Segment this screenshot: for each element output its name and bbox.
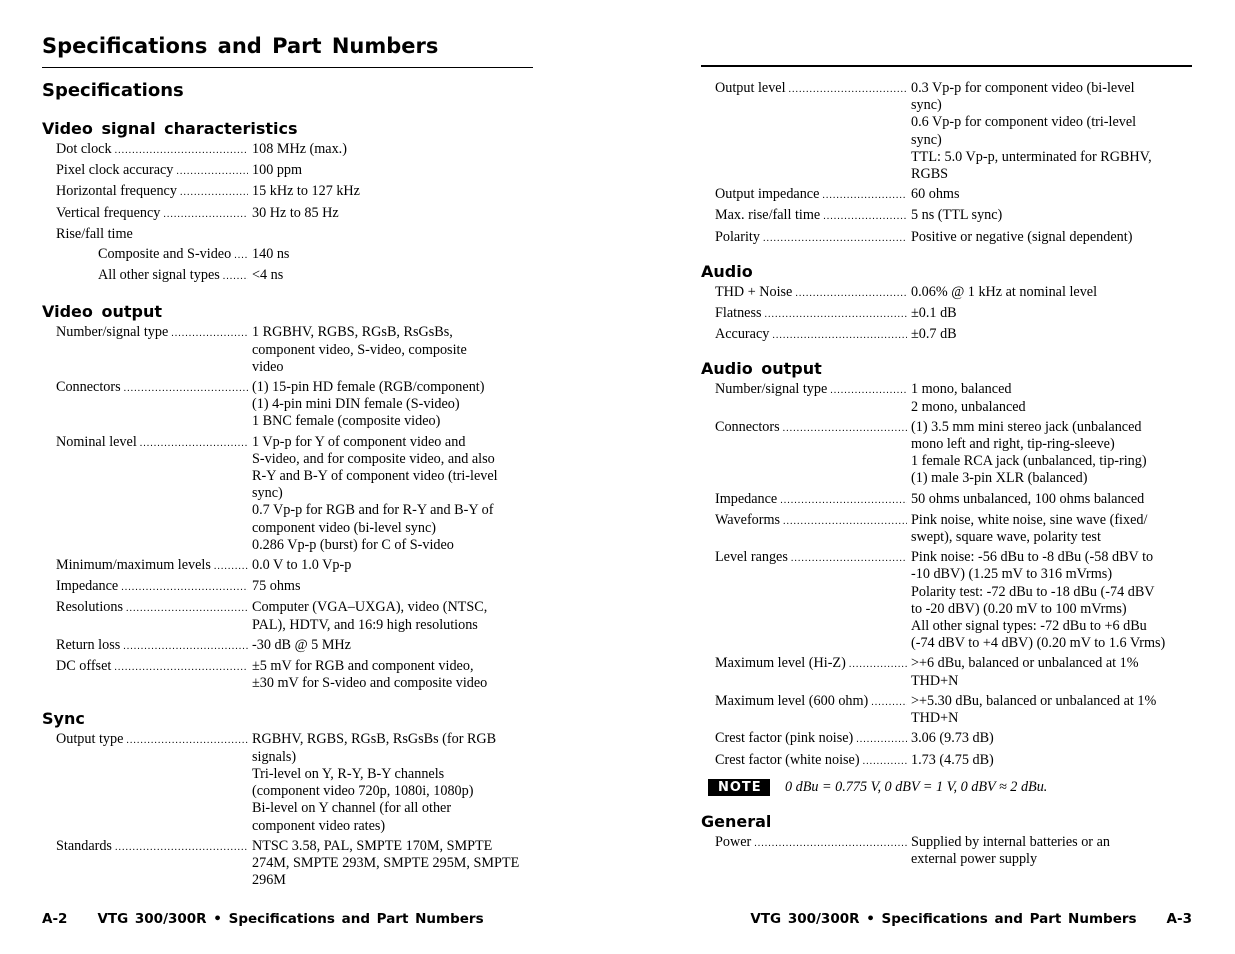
spec-label: Flatness — [715, 305, 762, 322]
footer-left — [42, 911, 484, 927]
footer-right — [750, 911, 1192, 927]
spec-row — [42, 637, 537, 655]
spec-key-cell — [42, 658, 252, 692]
spec-label: Horizontal frequency — [56, 183, 177, 200]
spec-label: Connectors — [56, 379, 121, 396]
spec-row — [701, 419, 1196, 488]
spec-label: Impedance — [715, 490, 778, 507]
spec-value: 50 ohms unbalanced, 100 ohms balanced — [911, 490, 1145, 507]
leader-dots — [795, 284, 907, 302]
spec-key-cell — [701, 730, 911, 748]
spec-value: (1) 3.5 mm mini stereo jack (unbalanced mono left and right, tip-ring-sleeve) 1 female RCA jack (unbalanced, tip-ring) (1) male 3-pin XLR (balanced) — [911, 418, 1147, 487]
spec-label: Accuracy — [715, 326, 770, 343]
video-signal-heading: Video signal characteristics — [42, 119, 298, 138]
spec-table-audio — [701, 284, 1196, 345]
leader-dots — [124, 379, 248, 431]
spec-table-video-signal — [42, 141, 537, 285]
spec-row — [42, 205, 537, 223]
leader-dots — [114, 658, 248, 692]
spec-label: Impedance — [56, 578, 119, 595]
spec-label: All other signal types — [98, 267, 220, 284]
spec-key-cell — [42, 578, 252, 596]
spec-label: Maximum level (600 ohm) — [715, 692, 869, 709]
spec-row — [42, 246, 537, 264]
spec-value: 1 Vp-p for Y of component video and S-video, and for composite video, and also R-Y and B-Y of component video (tri-level sync) 0.7 Vp-p for RGB and for R-Y and B-Y of component video (bi-level sync) 0.286 Vp-p (burst) for C of S-video — [252, 433, 498, 553]
spec-label: Power — [715, 833, 752, 850]
spec-label: Resolutions — [56, 599, 124, 616]
spec-value: 5 ns (TTL sync) — [911, 207, 1003, 224]
spec-key-cell — [42, 599, 252, 633]
spec-label: Crest factor (pink noise) — [715, 730, 854, 747]
spec-value: NTSC 3.58, PAL, SMPTE 170M, SMPTE 274M, SMPTE 293M, SMPTE 295M, SMPTE 296M — [252, 837, 520, 889]
spec-value: Pink noise: -56 dBu to -8 dBu (-58 dBV to -10 dBV) (1.25 mV to 316 mVrms) Polarity test: -72 dBu to -18 dBu (-74 dBV to -20 dBV) (0.20 mV to 100 mVrms) All other signal types: -72 dBu to +6 dBu (-74 dBV to +4 dBV) (0.20 mV to 1.6 Vrms) — [911, 549, 1166, 652]
leader-dots — [171, 324, 248, 376]
leader-dots — [140, 434, 248, 554]
title-rule-right — [701, 65, 1192, 67]
spec-row — [42, 658, 537, 692]
spec-key-cell — [701, 491, 911, 509]
spec-value: 1 mono, balanced 2 mono, unbalanced — [911, 381, 1026, 415]
leader-dots — [234, 246, 248, 264]
leader-dots — [126, 731, 248, 834]
spec-value: <4 ns — [252, 267, 284, 284]
spec-key-cell — [42, 637, 252, 655]
general-heading: General — [701, 811, 772, 831]
spec-label: Standards — [56, 837, 112, 854]
spec-value: 1.73 (4.75 dB) — [911, 751, 994, 768]
sync-heading: Sync — [42, 709, 85, 729]
spec-label: Vertical frequency — [56, 204, 161, 221]
spec-value: 140 ns — [252, 246, 290, 263]
spec-row — [701, 693, 1196, 727]
note-text: 0 dBu = 0.775 V, 0 dBV = 1 V, 0 dBV ≈ 2 dBu. — [785, 778, 1048, 795]
spec-value: >+6 dBu, balanced or unbalanced at 1% THD+N — [911, 655, 1139, 689]
spec-row — [42, 838, 537, 890]
spec-value: (1) 15-pin HD female (RGB/component) (1) 4-pin mini DIN female (S-video) 1 BNC female (composite video) — [252, 379, 485, 430]
page-title: Specifications and Part Numbers — [42, 34, 439, 58]
spec-value: 15 kHz to 127 kHz — [252, 183, 360, 200]
spec-row — [42, 324, 537, 376]
audio-heading: Audio — [701, 261, 753, 281]
spec-key-cell — [701, 229, 911, 247]
spec-key-cell — [42, 162, 252, 180]
spec-value: 108 MHz (max.) — [252, 141, 347, 157]
spec-label: Connectors — [715, 418, 780, 435]
spec-key-cell — [701, 693, 911, 727]
spec-value: 0.3 Vp-p for component video (bi-level sync) 0.6 Vp-p for component video (tri-level sync) TTL: 5.0 Vp-p, unterminated for RGBHV, RGBS — [911, 80, 1152, 183]
spec-label: Nominal level — [56, 433, 137, 450]
spec-table-audio-output — [701, 381, 1196, 769]
spec-key-cell — [42, 226, 252, 243]
spec-label: Dot clock — [56, 141, 112, 157]
video-output-heading: Video output — [42, 302, 162, 322]
spec-key-cell — [701, 419, 911, 488]
spec-row — [701, 381, 1196, 415]
spec-row — [701, 730, 1196, 748]
spec-label: Crest factor (white noise) — [715, 751, 860, 768]
footer-left-text: VTG 300/300R • Specifications and Part Numbers — [97, 911, 484, 927]
leader-dots — [126, 599, 248, 633]
spec-row — [701, 326, 1196, 344]
spec-row — [701, 305, 1196, 323]
spec-key-cell — [701, 326, 911, 344]
spec-row — [42, 731, 537, 834]
spec-row — [701, 284, 1196, 302]
leader-dots — [121, 578, 248, 596]
spec-key-cell — [42, 246, 252, 264]
spec-row — [701, 655, 1196, 689]
spec-key-cell — [701, 834, 911, 868]
spec-row — [701, 491, 1196, 509]
leader-dots — [863, 752, 907, 770]
spec-key-cell — [701, 549, 911, 652]
spec-label: Output type — [56, 731, 124, 748]
spec-key-cell — [42, 557, 252, 575]
spec-key-cell — [701, 80, 911, 183]
spec-row — [42, 226, 537, 243]
leader-dots — [871, 693, 907, 727]
leader-dots — [115, 141, 248, 159]
spec-label: Max. rise/fall time — [715, 207, 821, 224]
title-rule-left — [42, 67, 533, 68]
spec-label: Output impedance — [715, 186, 820, 203]
spec-key-cell — [42, 379, 252, 431]
spec-key-cell — [42, 141, 252, 159]
spec-table-sync-continued — [701, 80, 1196, 247]
spec-value: Pink noise, white noise, sine wave (fixed/ swept), square wave, polarity test — [911, 511, 1148, 546]
spec-value: -30 dB @ 5 MHz — [252, 636, 351, 653]
spec-key-cell — [701, 284, 911, 302]
spec-label: Level ranges — [715, 549, 788, 566]
spec-key-cell — [42, 324, 252, 376]
leader-dots — [772, 326, 907, 344]
leader-dots — [849, 655, 907, 689]
spec-table-general — [701, 834, 1196, 868]
footer-right-text: VTG 300/300R • Specifications and Part Numbers — [750, 911, 1137, 927]
spec-key-cell — [701, 305, 911, 323]
leader-dots — [822, 186, 907, 204]
spec-key-cell — [701, 381, 911, 415]
leader-dots — [214, 557, 248, 575]
spec-label: Number/signal type — [715, 381, 828, 398]
leader-dots — [180, 183, 248, 201]
spec-label: Number/signal type — [56, 324, 169, 341]
spec-row — [42, 379, 537, 431]
spec-label: DC offset — [56, 658, 112, 675]
spec-key-cell — [42, 183, 252, 201]
spec-value: 3.06 (9.73 dB) — [911, 730, 994, 747]
leader-dots — [856, 730, 907, 748]
note-badge: NOTE — [708, 779, 770, 796]
spec-key-cell — [701, 186, 911, 204]
spec-row — [42, 557, 537, 575]
leader-dots — [791, 549, 907, 652]
spec-row — [42, 162, 537, 180]
spec-row — [42, 183, 537, 201]
spec-value: >+5.30 dBu, balanced or unbalanced at 1% THD+N — [911, 692, 1157, 727]
spec-label: Pixel clock accuracy — [56, 162, 174, 179]
leader-dots — [163, 205, 248, 223]
spec-row — [42, 141, 537, 159]
spec-label: Return loss — [56, 636, 121, 653]
spec-value: ±5 mV for RGB and component video, ±30 mV for S-video and composite video — [252, 658, 488, 692]
spec-row — [42, 578, 537, 596]
page-number-right: A-3 — [1166, 911, 1192, 927]
leader-dots — [115, 838, 248, 890]
spec-value: Supplied by internal batteries or an external power supply — [911, 833, 1110, 867]
spec-label: Waveforms — [715, 511, 781, 528]
spec-row — [701, 229, 1196, 247]
spec-value — [252, 226, 537, 243]
spec-label: Polarity — [715, 228, 760, 245]
spec-row — [42, 267, 537, 285]
leader-dots — [789, 80, 907, 183]
spec-value: 1 RGBHV, RGBS, RGsB, RsGsBs, component video, S-video, composite video — [252, 324, 467, 375]
spec-row — [701, 549, 1196, 652]
spec-label: Rise/fall time — [56, 225, 133, 242]
leader-dots — [754, 834, 907, 868]
spec-label: THD + Noise — [715, 283, 793, 300]
note — [708, 779, 1196, 796]
spec-label: Maximum level (Hi-Z) — [715, 655, 846, 672]
spec-key-cell — [42, 434, 252, 554]
spec-row — [701, 186, 1196, 204]
spec-key-cell — [42, 731, 252, 834]
right-column — [701, 80, 1196, 871]
spec-value: 75 ohms — [252, 578, 301, 595]
spec-value: ±0.1 dB — [911, 305, 957, 322]
left-column — [42, 119, 537, 892]
spec-row — [701, 834, 1196, 868]
spec-key-cell — [701, 752, 911, 770]
leader-dots — [830, 381, 907, 415]
page-number-left: A-2 — [42, 911, 68, 927]
spec-value: ±0.7 dB — [911, 326, 957, 343]
spec-value: 100 ppm — [252, 162, 303, 179]
leader-dots — [783, 419, 907, 488]
spec-value: 30 Hz to 85 Hz — [252, 204, 339, 221]
leader-dots — [823, 207, 907, 225]
spec-key-cell — [42, 267, 252, 285]
section-title: Specifications — [42, 80, 184, 101]
spec-key-cell — [701, 207, 911, 225]
spec-key-cell — [701, 655, 911, 689]
spec-row — [42, 434, 537, 554]
spec-label: Composite and S-video — [98, 246, 232, 263]
leader-dots — [780, 491, 907, 509]
spec-row — [701, 752, 1196, 770]
spec-value: Positive or negative (signal dependent) — [911, 228, 1133, 245]
spec-row — [701, 207, 1196, 225]
spec-key-cell — [701, 512, 911, 546]
spec-row — [701, 512, 1196, 546]
spec-value: 0.06% @ 1 kHz at nominal level — [911, 283, 1098, 300]
leader-dots — [765, 305, 907, 323]
leader-dots — [123, 637, 248, 655]
spec-label: Minimum/maximum levels — [56, 557, 211, 574]
spec-key-cell — [42, 205, 252, 223]
spec-value: 0.0 V to 1.0 Vp-p — [252, 557, 352, 574]
spec-row — [42, 599, 537, 633]
spec-table-sync — [42, 731, 537, 889]
spec-value: RGBHV, RGBS, RGsB, RsGsBs (for RGB signals) Tri-level on Y, R-Y, B-Y channels (component video 720p, 1080i, 1080p) Bi-level on Y channel (for all other component video rates) — [252, 731, 497, 834]
spec-value: 60 ohms — [911, 186, 960, 203]
leader-dots — [223, 267, 248, 285]
spec-label: Output level — [715, 80, 786, 96]
leader-dots — [763, 229, 907, 247]
leader-dots — [783, 512, 907, 546]
spec-row — [701, 80, 1196, 183]
leader-dots — [176, 162, 248, 180]
spec-value: Computer (VGA–UXGA), video (NTSC, PAL), HDTV, and 16:9 high resolutions — [252, 599, 488, 633]
audio-output-heading: Audio output — [701, 359, 822, 379]
spec-key-cell — [42, 838, 252, 890]
spec-table-video-output — [42, 324, 537, 692]
